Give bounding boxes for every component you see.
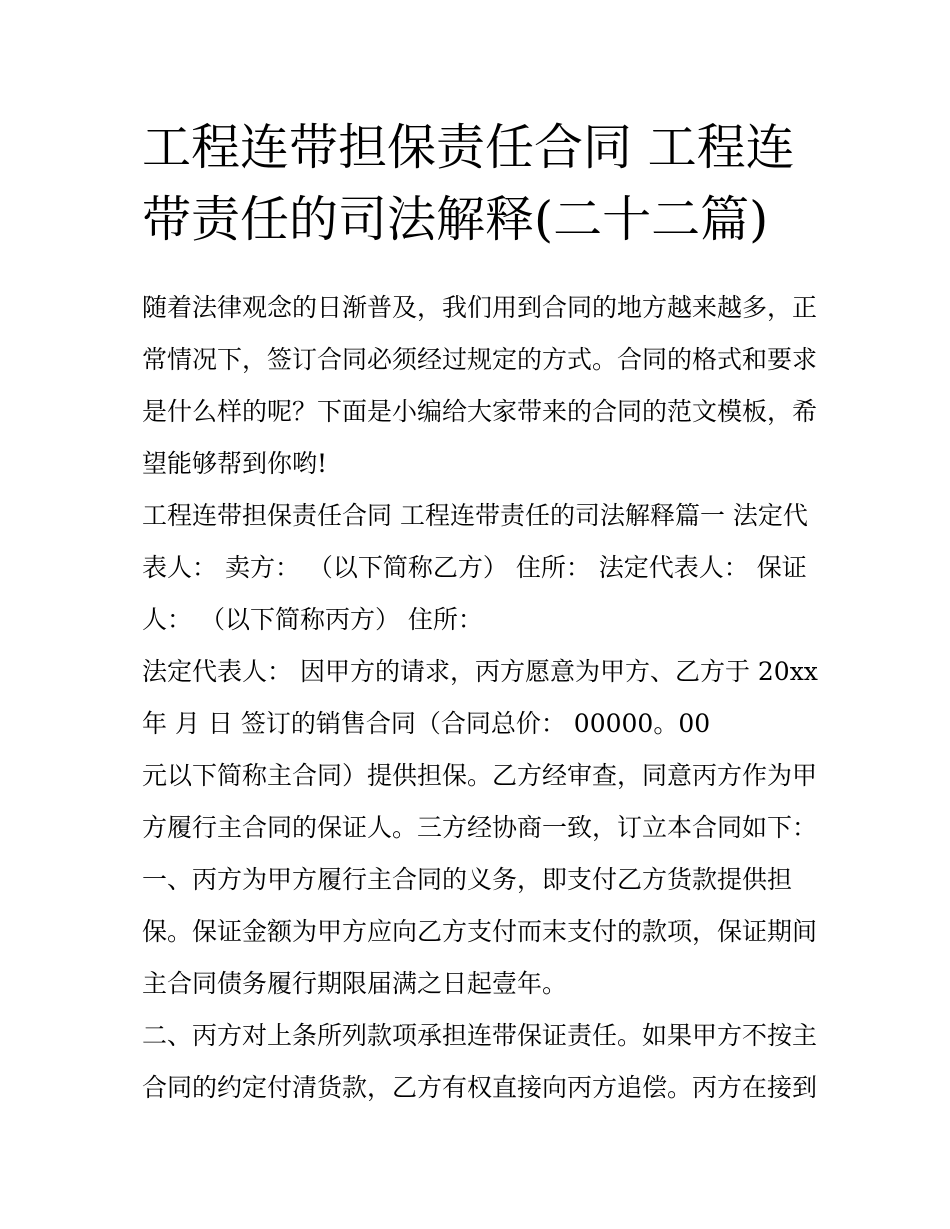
text-line: 工程连带担保责任合同 工程连带责任的司法解释篇一 法定代 [142,501,808,530]
text-line: 年 月 日 签订的销售合同（合同总价： 00000。00 [142,709,711,738]
clause-1-paragraph [142,854,817,1010]
text-line: 方履行主合同的保证人。三方经协商一致，订立本合同如下： [142,813,818,842]
document-title [142,112,817,256]
title-line-1: 工程连带担保责任合同 工程连 [142,119,795,176]
text-line: 合同的约定付清货款，乙方有权直接向丙方追偿。丙方在接到 [142,1073,818,1102]
document-page [142,112,817,1114]
clause-2-paragraph [142,1010,817,1114]
text-line: 望能够帮到你哟! [142,449,328,478]
intro-paragraph [142,282,817,490]
text-line: 表人： 卖方： （以下简称乙方） 住所： 法定代表人： 保证 [142,553,807,582]
title-spacer [142,256,817,282]
title-line-2: 带责任的司法解释(二十二篇) [142,191,769,248]
text-line: 二、丙方对上条所列款项承担连带保证责任。如果甲方不按主 [142,1021,818,1050]
parties-paragraph [142,490,817,646]
text-line: 主合同债务履行期限届满之日起壹年。 [142,969,568,998]
request-paragraph [142,646,817,750]
text-line: 随着法律观念的日渐普及，我们用到合同的地方越来越多，正 [142,293,818,322]
text-line: 一、丙方为甲方履行主合同的义务，即支付乙方货款提供担 [142,865,793,894]
text-line: 人： （以下简称丙方） 住所： [142,605,483,634]
text-line: 是什么样的呢？下面是小编给大家带来的合同的范文模板，希 [142,397,818,426]
text-line: 元以下简称主合同）提供担保。乙方经审查，同意丙方作为甲 [142,761,818,790]
text-line: 保。保证金额为甲方应向乙方支付而末支付的款项，保证期间 [142,917,818,946]
agreement-paragraph [142,750,817,854]
text-line: 法定代表人： 因甲方的请求，丙方愿意为甲方、乙方于 20xx [142,657,818,686]
text-line: 常情况下，签订合同必须经过规定的方式。合同的格式和要求 [142,345,818,374]
